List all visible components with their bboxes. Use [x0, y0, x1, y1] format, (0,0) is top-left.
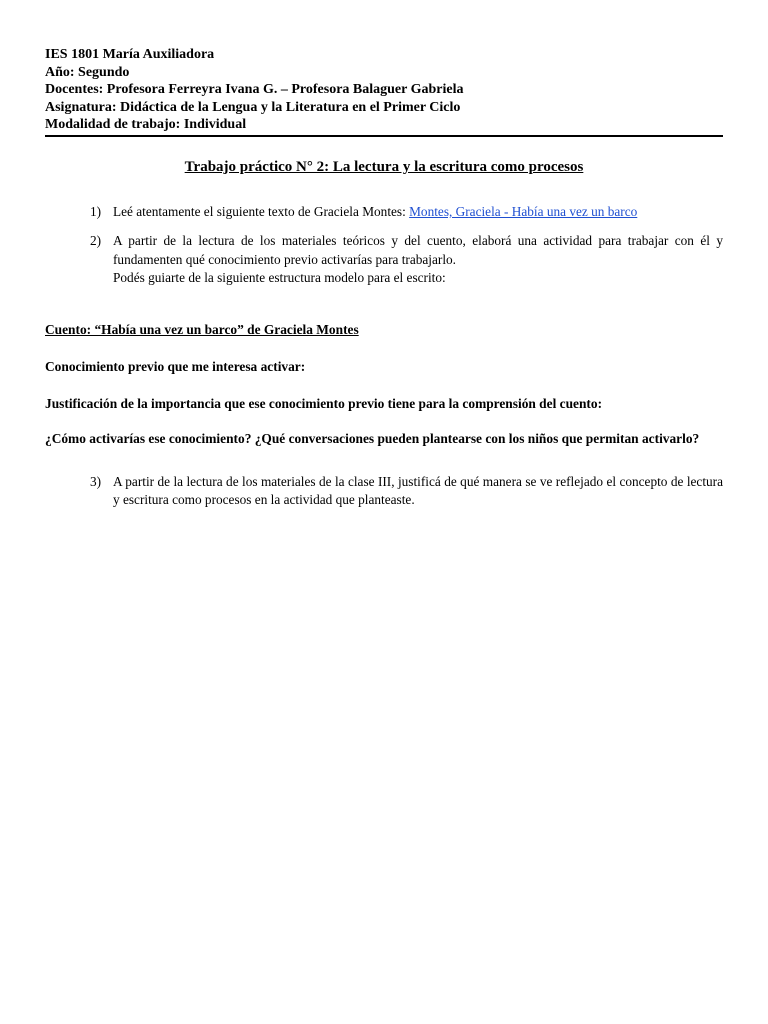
- mode-line: Modalidad de trabajo: Individual: [45, 117, 247, 133]
- list-item-2: [45, 232, 723, 287]
- item-text: Leé atentamente el siguiente texto de Graciela Montes:: [113, 203, 410, 219]
- item-number: 1): [90, 203, 102, 219]
- item-text: A partir de la lectura de los materiales de la clase III, justificá de qué manera se ve reflejado el concepto de lectura y escritura como procesos en la actividad que planteaste.: [113, 473, 723, 507]
- subject-line: Asignatura: Didáctica de la Lengua y la Literatura en el Primer Ciclo: [45, 99, 461, 115]
- list-item-1: [45, 203, 723, 221]
- document-title: Trabajo práctico N° 2: La lectura y la escritura como procesos: [184, 158, 584, 175]
- item-number: 2): [90, 233, 102, 249]
- item-number: 3): [90, 473, 102, 489]
- teachers-line: Docentes: Profesora Ferreyra Ivana G. – Profesora Balaguer Gabriela: [45, 82, 464, 98]
- document-page: [45, 46, 723, 509]
- story-link[interactable]: Montes, Graciela - Había una vez un barco: [409, 203, 638, 219]
- item-text: A partir de la lectura de los materiales teóricos y del cuento, elaborá una actividad para trabajar con él y fundamenten qué conocimiento previo activarías para trabajarlo.: [113, 233, 723, 267]
- year-line: Año: Segundo: [45, 64, 130, 80]
- header-divider: [45, 135, 723, 137]
- document-header: [45, 46, 723, 137]
- prior-knowledge-prompt: Conocimiento previo que me interesa activar:: [45, 358, 306, 374]
- item-text-guide: Podés guiarte de la siguiente estructura modelo para el escrito:: [113, 270, 446, 286]
- institution-line: IES 1801 María Auxiliadora: [45, 47, 215, 62]
- story-heading: Cuento: “Había una vez un barco” de Graciela Montes: [45, 321, 359, 337]
- list-item-3: [45, 473, 723, 510]
- activation-question: ¿Cómo activarías ese conocimiento? ¿Qué conversaciones pueden plantearse con los niños que permitan activarlo?: [45, 430, 700, 446]
- justification-prompt: Justificación de la importancia que ese conocimiento previo tiene para la comprensión del cuento:: [45, 395, 603, 411]
